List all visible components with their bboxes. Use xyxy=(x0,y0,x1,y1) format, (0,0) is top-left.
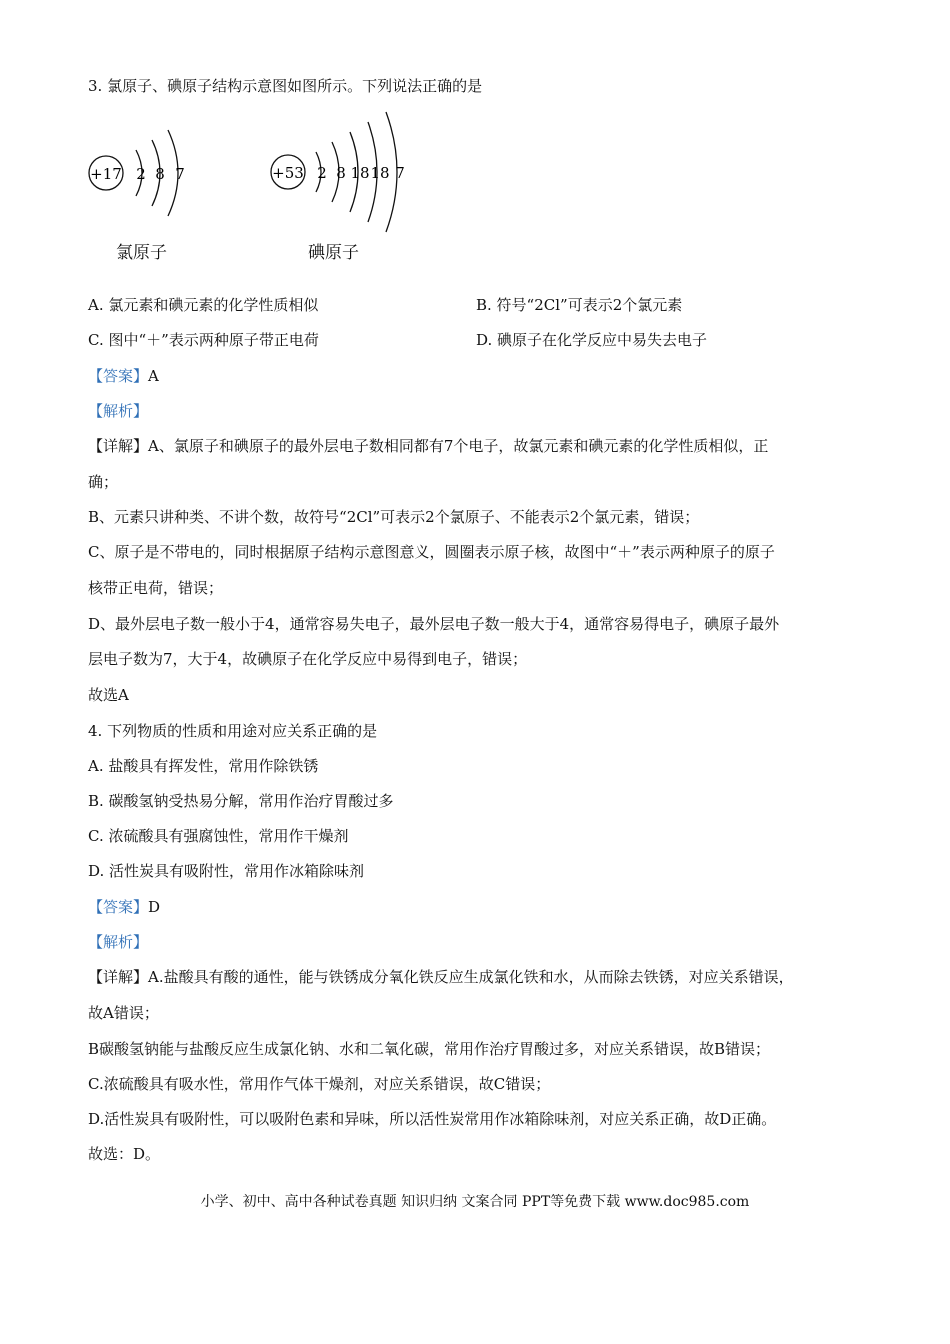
iodine-atom-label: 碘原子 xyxy=(308,243,359,263)
q3-title: 3. 氯原子、碘原子结构示意图如图所示。下列说法正确的是 xyxy=(88,77,483,95)
answer-tag: 【答案】 xyxy=(88,898,149,916)
q3-option-d: D. 碘原子在化学反应中易失去电子 xyxy=(476,331,708,349)
chlorine-shell-1: 2 xyxy=(136,165,146,183)
iodine-shell-1: 2 xyxy=(317,164,327,182)
q3-detail-line: D、最外层电子数一般小于4，通常容易失电子，最外层电子数一般大于4，通常容易得电子，碘原子最外 xyxy=(88,615,780,633)
q4-option-d: D. 活性炭具有吸附性，常用作冰箱除味剂 xyxy=(88,862,365,880)
detail-tag: 【详解】 xyxy=(88,437,149,455)
q4-option-b: B. 碳酸氢钠受热易分解，常用作治疗胃酸过多 xyxy=(88,792,394,810)
q4-option-c: C. 浓硫酸具有强腐蚀性，常用作干燥剂 xyxy=(88,827,349,845)
q4-answer xyxy=(88,897,160,917)
chlorine-atom-diagram xyxy=(86,128,196,223)
answer-value: D xyxy=(148,898,161,916)
q3-option-b: B. 符号“2Cl”可表示2个氯元素 xyxy=(476,296,683,314)
chlorine-shell-2: 8 xyxy=(155,165,165,183)
chlorine-shell-3: 7 xyxy=(175,165,185,183)
answer-value: A xyxy=(148,367,159,385)
q3-detail-line: C、原子是不带电的，同时根据原子结构示意图意义，圆圈表示原子核，故图中“＋”表示两种原子的原子 xyxy=(88,543,775,561)
q4-detail-line: 【详解】A.盐酸具有酸的通性，能与铁锈成分氧化铁反应生成氯化铁和水，从而除去铁锈，对应关系错误， xyxy=(88,968,794,986)
q4-detail-line: C.浓硫酸具有吸水性，常用作气体干燥剂，对应关系错误，故C错误； xyxy=(88,1075,551,1093)
q4-detail-line: 故A错误； xyxy=(88,1004,159,1022)
page-footer: 小学、初中、高中各种试卷真题 知识归纳 文案合同 PPT等免费下载 www.doc985.com xyxy=(200,1194,750,1210)
q3-option-a: A. 氯元素和碘元素的化学性质相似 xyxy=(88,296,319,314)
q3-conclusion: 故选A xyxy=(88,686,129,704)
q4-conclusion: 故选：D。 xyxy=(88,1145,161,1163)
iodine-shell-2: 8 xyxy=(336,164,346,182)
chlorine-atom-label: 氯原子 xyxy=(116,243,167,263)
iodine-shell-3: 18 xyxy=(350,164,370,182)
iodine-shell-5: 7 xyxy=(395,164,405,182)
iodine-atom-figure xyxy=(268,108,418,236)
q3-detail-line: 层电子数为7，大于4，故碘原子在化学反应中易得到电子，错误； xyxy=(88,650,528,668)
iodine-shell-4: 18 xyxy=(370,164,390,182)
q3-detail-line: B、元素只讲种类、不讲个数，故符号“2Cl”可表示2个氯原子、不能表示2个氯元素，错误； xyxy=(88,508,700,526)
q4-option-a: A. 盐酸具有挥发性，常用作除铁锈 xyxy=(88,757,319,775)
q3-answer xyxy=(88,366,159,386)
iodine-nucleus: +53 xyxy=(272,164,304,182)
q3-detail-line: 确； xyxy=(88,473,119,491)
iodine-atom-diagram xyxy=(268,108,418,236)
q4-title: 4. 下列物质的性质和用途对应关系正确的是 xyxy=(88,722,378,740)
q4-detail-line: D.活性炭具有吸附性，可以吸附色素和异味，所以活性炭常用作冰箱除味剂，对应关系正确，故D正确。 xyxy=(88,1110,777,1128)
answer-tag: 【答案】 xyxy=(88,367,149,385)
detail-tag: 【详解】 xyxy=(88,968,149,986)
q3-option-c: C. 图中“＋”表示两种原子带正电荷 xyxy=(88,331,319,349)
chlorine-nucleus: +17 xyxy=(90,165,122,183)
q4-analysis-tag: 【解析】 xyxy=(88,933,149,951)
chlorine-atom-figure xyxy=(86,128,196,223)
q3-detail-line: 【详解】A、氯原子和碘原子的最外层电子数相同都有7个电子，故氯元素和碘元素的化学性质相似，正 xyxy=(88,437,769,455)
q3-detail-line: 核带正电荷，错误； xyxy=(88,579,224,597)
q3-analysis-tag: 【解析】 xyxy=(88,402,149,420)
q4-detail-line: B碳酸氢钠能与盐酸反应生成氯化钠、水和二氧化碳，常用作治疗胃酸过多，对应关系错误，故B错误； xyxy=(88,1040,771,1058)
